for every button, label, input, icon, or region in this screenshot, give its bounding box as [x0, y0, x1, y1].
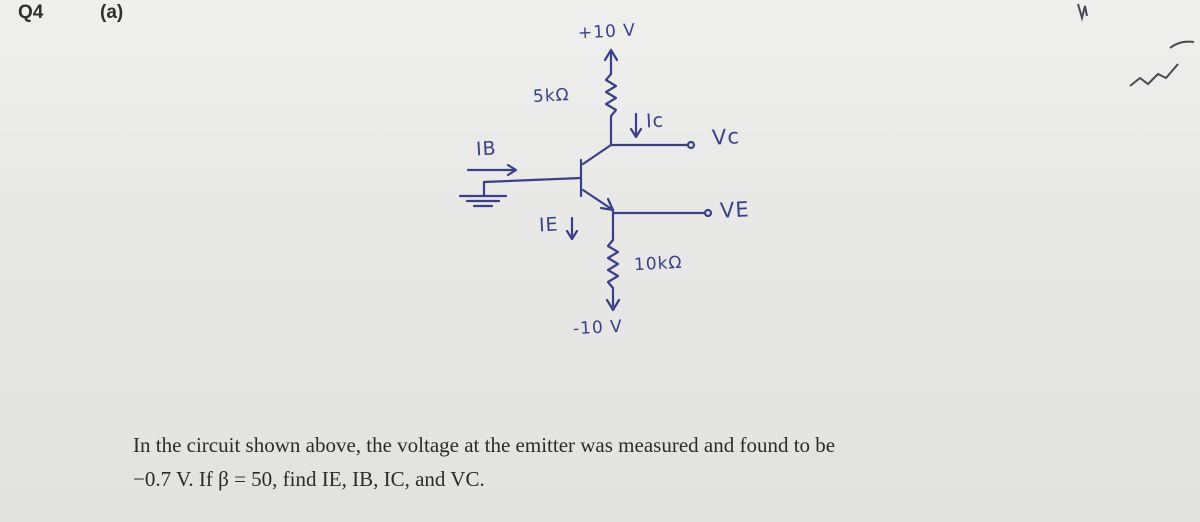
problem-statement — [133, 428, 1183, 496]
collector-current-label: Ic — [645, 109, 665, 133]
emitter-resistor-label: 10kΩ — [633, 252, 683, 276]
bottom-supply-label: -10 V — [572, 316, 624, 340]
base-lead — [484, 178, 581, 182]
collector-output-terminal — [688, 142, 694, 148]
top-supply-label: +10 V — [577, 20, 637, 44]
margin-scribble — [1060, 0, 1200, 110]
question-number: Q4 — [18, 2, 44, 23]
transistor-collector-lead — [583, 145, 611, 164]
base-current-label: IB — [475, 137, 498, 161]
question-part-label: (a) — [100, 2, 124, 23]
emitter-resistor — [608, 240, 618, 288]
collector-resistor — [606, 74, 616, 116]
emitter-voltage-label: VE — [719, 197, 751, 223]
problem-line-1: In the circuit shown above, the voltage at the emitter was measured and found to be — [133, 433, 836, 457]
collector-resistor-label: 5kΩ — [532, 85, 571, 107]
problem-line-2: −0.7 V. If β = 50, find IE, IB, IC, and VC. — [133, 467, 485, 491]
collector-voltage-label: Vc — [711, 124, 741, 150]
emitter-current-label: IE — [538, 213, 560, 237]
emitter-output-terminal — [705, 210, 711, 216]
